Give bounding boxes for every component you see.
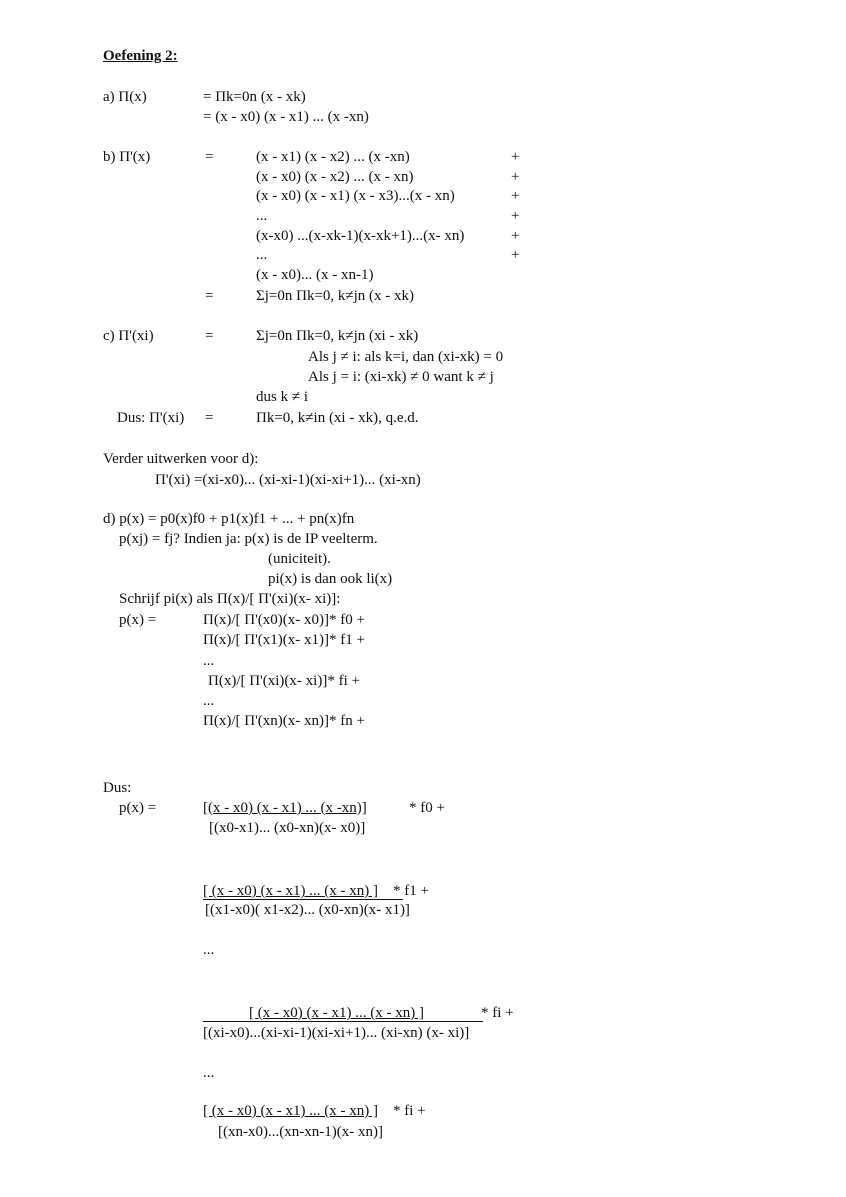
fraction-f1-numerator: [ (x - x0) (x - x1) ... (x - xn) ] xyxy=(203,883,378,899)
verder-heading: Verder uitwerken voor d): xyxy=(103,451,259,467)
part-a-line1: = Πk=0n (x - xk) xyxy=(203,89,306,105)
part-d-line1: d) p(x) = p0(x)f0 + p1(x)f1 + ... + pn(x)fn xyxy=(103,511,355,527)
fraction-fi-numerator: [ (x - x0) (x - x1) ... (x - xn) ] xyxy=(249,1005,424,1021)
part-b-term: (x - x1) (x - x2) ... (x -xn) xyxy=(256,149,410,165)
ellipsis: ... xyxy=(203,942,215,958)
fraction-f1-bar xyxy=(203,899,403,900)
fraction-fn-denominator: [(xn-x0)...(xn-xn-1)(x- xn)] xyxy=(218,1124,383,1140)
plus-sign: + xyxy=(511,169,520,185)
plus-sign: + xyxy=(511,188,520,204)
part-b-term: (x - x0) (x - x1) (x - x3)...(x - xn) xyxy=(256,188,455,204)
plus-sign: + xyxy=(511,208,520,224)
part-c-equals: = xyxy=(205,328,214,344)
part-d-term: ... xyxy=(203,653,215,669)
fraction-fi-multiplier: * fi + xyxy=(481,1005,514,1021)
plus-sign: + xyxy=(511,247,520,263)
part-a-label: a) Π(x) xyxy=(103,89,147,105)
part-d-px: p(x) = xyxy=(119,612,157,628)
fraction-f0-multiplier: * f0 + xyxy=(409,800,445,816)
part-b-equals-2: = xyxy=(205,288,214,304)
fraction-fi-denominator: [(xi-x0)...(xi-xi-1)(xi-xi+1)... (xi-xn) (x- xi)] xyxy=(203,1025,470,1041)
plus-sign: + xyxy=(511,228,520,244)
part-d-term: Π(x)/[ Π'(x1)(x- x1)]* f1 + xyxy=(203,632,365,648)
part-d-term: Π(x)/[ Π'(xn)(x- xn)]* fn + xyxy=(203,713,365,729)
part-d-line2: p(xj) = fj? Indien ja: p(x) is de IP veelterm. xyxy=(119,531,378,547)
part-b-term: (x-x0) ...(x-xk-1)(x-xk+1)...(x- xn) xyxy=(256,228,465,244)
fraction-fi-bar xyxy=(203,1021,483,1022)
ellipsis: ... xyxy=(203,1065,215,1081)
part-b-equals: = xyxy=(205,149,214,165)
part-b-label: b) Π'(x) xyxy=(103,149,151,165)
dus-px: p(x) = xyxy=(119,800,157,816)
part-d-term: ... xyxy=(203,693,215,709)
fraction-fn-numerator: [ (x - x0) (x - x1) ... (x - xn) ] xyxy=(203,1103,378,1119)
verder-formula: Π'(xi) =(xi-x0)... (xi-xi-1)(xi-xi+1)... (xi-xn) xyxy=(155,472,421,488)
fraction-f1-denominator: [(x1-x0)( x1-x2)... (x0-xn)(x- x1)] xyxy=(205,902,410,918)
exercise-title: Oefening 2: xyxy=(103,48,178,64)
part-b-term: ... xyxy=(256,208,268,224)
part-d-line3: (uniciteit). xyxy=(268,551,331,567)
part-a-line2: = (x - x0) (x - x1) ... (x -xn) xyxy=(203,109,369,125)
part-c-label: c) Π'(xi) xyxy=(103,328,154,344)
part-b-term: (x - x0)... (x - xn-1) xyxy=(256,267,374,283)
fraction-f1-multiplier: * f1 + xyxy=(393,883,429,899)
fraction-fn-multiplier: * fi + xyxy=(393,1103,426,1119)
part-d-line5: Schrijf pi(x) als Π(x)/[ Π'(xi)(x- xi)]: xyxy=(119,591,341,607)
fraction-f0-numerator: [(x - x0) (x - x1) ... (x -xn)] xyxy=(203,800,367,816)
part-c-dus-value: Πk=0, k≠in (xi - xk), q.e.d. xyxy=(256,410,419,426)
part-c-line4: dus k ≠ i xyxy=(256,389,308,405)
part-d-term: Π(x)/[ Π'(x0)(x- x0)]* f0 + xyxy=(203,612,365,628)
part-b-term: (x - x0) (x - x2) ... (x - xn) xyxy=(256,169,414,185)
part-c-line2: Als j ≠ i: als k=i, dan (xi-xk) = 0 xyxy=(308,349,504,365)
part-c-dus-equals: = xyxy=(205,410,214,426)
part-d-line4: pi(x) is dan ook li(x) xyxy=(268,571,393,587)
part-c-line1: Σj=0n Πk=0, k≠jn (xi - xk) xyxy=(256,328,419,344)
dus-label: Dus: xyxy=(103,780,132,796)
part-b-term: ... xyxy=(256,247,268,263)
part-b-sum: Σj=0n Πk=0, k≠jn (x - xk) xyxy=(256,288,415,304)
fraction-f0-denominator: [(x0-x1)... (x0-xn)(x- x0)] xyxy=(209,820,366,836)
part-c-dus-label: Dus: Π'(xi) xyxy=(117,410,185,426)
part-c-line3: Als j = i: (xi-xk) ≠ 0 want k ≠ j xyxy=(308,369,494,385)
part-d-term: Π(x)/[ Π'(xi)(x- xi)]* fi + xyxy=(208,673,360,689)
plus-sign: + xyxy=(511,149,520,165)
